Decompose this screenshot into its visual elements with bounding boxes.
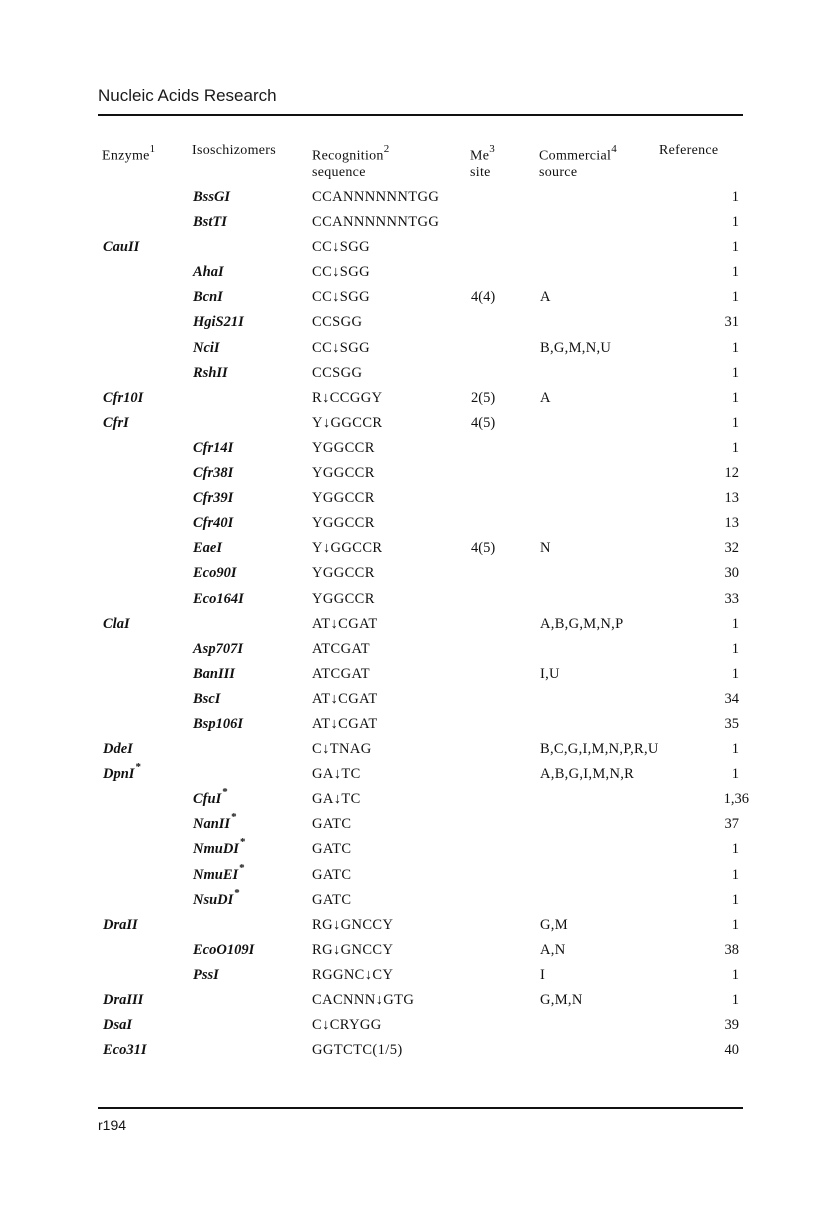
recognition-sequence-cell: GA↓TC — [312, 791, 361, 808]
table-row — [0, 1017, 816, 1042]
enzyme-cell: DpnI* — [103, 761, 141, 783]
table-row — [0, 967, 816, 992]
reference-cell: 1 — [731, 766, 739, 783]
table-row — [0, 415, 816, 440]
recognition-sequence-cell: CCSGG — [312, 364, 363, 381]
reference-cell: 37 — [724, 816, 739, 833]
table-row — [0, 264, 816, 289]
asterisk-note: * — [234, 886, 240, 899]
table-row — [0, 314, 816, 339]
commercial-source-cell: I,U — [540, 665, 560, 682]
table-row — [0, 616, 816, 641]
recognition-sequence-cell: AT↓CGAT — [312, 690, 378, 707]
top-rule — [98, 114, 743, 116]
table-row — [0, 465, 816, 490]
table-row — [0, 917, 816, 942]
reference-cell: 1 — [731, 615, 739, 632]
isoschizomer-cell: BanIII — [193, 665, 235, 682]
isoschizomer-cell: NmuEI* — [193, 861, 245, 883]
reference-cell: 1 — [731, 414, 739, 431]
recognition-sequence-cell: Y↓GGCCR — [312, 540, 383, 557]
table-row — [0, 239, 816, 264]
table-row — [0, 390, 816, 415]
table-row — [0, 515, 816, 540]
enzyme-cell: Eco31I — [103, 1042, 147, 1059]
reference-cell: 13 — [724, 490, 739, 507]
recognition-sequence-cell: CCANNNNNNTGG — [312, 214, 440, 231]
recognition-sequence-cell: CC↓SGG — [312, 289, 370, 306]
table-row — [0, 365, 816, 390]
reference-cell: 1 — [731, 364, 739, 381]
table-row — [0, 741, 816, 766]
table-row — [0, 886, 816, 917]
reference-cell: 40 — [724, 1042, 739, 1059]
me-site-cell: 4(5) — [471, 414, 496, 431]
isoschizomer-cell: AhaI — [193, 264, 224, 281]
isoschizomer-cell: EcoO109I — [193, 941, 255, 958]
table-row — [0, 992, 816, 1017]
table-row — [0, 786, 816, 816]
commercial-source-cell: G,M,N — [540, 992, 583, 1008]
recognition-sequence-cell: GATC — [312, 866, 352, 883]
recognition-sequence-cell: GATC — [312, 841, 352, 858]
isoschizomer-cell: BstTI — [193, 214, 227, 231]
reference-cell: 1 — [731, 239, 739, 256]
table-row — [0, 189, 816, 214]
recognition-sequence-cell: C↓CRYGG — [312, 1017, 382, 1034]
table-row — [0, 565, 816, 590]
isoschizomer-cell: HgiS21I — [193, 314, 244, 331]
isoschizomer-cell: NsuDI* — [193, 886, 240, 908]
reference-cell: 1 — [731, 966, 739, 983]
recognition-sequence-cell: YGGCCR — [312, 590, 375, 607]
reference-cell: 39 — [724, 1017, 739, 1034]
journal-title: Nucleic Acids Research — [98, 86, 277, 105]
table-row — [0, 641, 816, 666]
commercial-source-cell: B,G,M,N,U — [540, 339, 612, 356]
recognition-sequence-cell: ATCGAT — [312, 640, 370, 657]
header-enzyme: Enzyme$^1$ — [102, 143, 156, 164]
table-row — [0, 942, 816, 967]
me-site-cell: 4(4) — [471, 289, 496, 306]
enzyme-cell: ClaI — [103, 615, 130, 632]
enzyme-table-body — [0, 189, 816, 1067]
bottom-rule — [98, 1107, 743, 1109]
recognition-sequence-cell: GATC — [312, 891, 352, 908]
isoschizomer-cell: NciI — [193, 339, 220, 356]
isoschizomer-cell: Asp707I — [193, 640, 243, 657]
commercial-source-cell: A,B,G,I,M,N,R — [540, 766, 635, 783]
enzyme-cell: DsaI — [103, 1017, 133, 1034]
table-row — [0, 540, 816, 565]
table-row — [0, 289, 816, 314]
page-number: r194 — [98, 1117, 127, 1133]
isoschizomer-cell: Bsp106I — [193, 715, 243, 732]
commercial-source-cell: N — [540, 540, 551, 557]
table-row — [0, 1042, 816, 1067]
asterisk-note: * — [231, 811, 237, 824]
isoschizomer-cell: BcnI — [193, 289, 223, 306]
recognition-sequence-cell: YGGCCR — [312, 439, 375, 456]
table-row — [0, 836, 816, 866]
reference-cell: 1 — [731, 665, 739, 682]
header-me-site: Me$^3$ site — [470, 143, 496, 180]
table-row — [0, 861, 816, 892]
table-row — [0, 591, 816, 616]
reference-cell: 31 — [724, 314, 739, 331]
header-isoschizomers: Isoschizomers — [192, 143, 276, 158]
table-row — [0, 761, 816, 791]
recognition-sequence-cell: GA↓TC — [312, 766, 361, 783]
recognition-sequence-cell: CC↓SGG — [312, 239, 370, 256]
reference-cell: 1 — [731, 640, 739, 657]
reference-cell: 1 — [731, 916, 739, 933]
me-site-cell: 4(5) — [471, 540, 496, 557]
reference-cell: 1 — [731, 389, 739, 406]
recognition-sequence-cell: R↓CCGGY — [312, 389, 383, 406]
recognition-sequence-cell: ATCGAT — [312, 665, 370, 682]
reference-cell: 1 — [731, 264, 739, 281]
isoschizomer-cell: Cfr38I — [193, 465, 234, 482]
reference-cell: 1 — [731, 189, 739, 205]
reference-cell: 33 — [724, 590, 739, 607]
isoschizomer-cell: RshII — [193, 364, 228, 381]
reference-cell: 1 — [731, 289, 739, 306]
commercial-source-cell: A — [540, 289, 551, 306]
recognition-sequence-cell: YGGCCR — [312, 515, 375, 532]
isoschizomer-cell: Cfr40I — [193, 515, 234, 532]
me-site-cell: 2(5) — [471, 389, 496, 406]
commercial-source-cell: G,M — [540, 916, 568, 933]
enzyme-cell: CfrI — [103, 414, 129, 431]
enzyme-cell: Cfr10I — [103, 389, 144, 406]
table-row — [0, 490, 816, 515]
asterisk-note: * — [239, 861, 245, 874]
reference-cell: 1 — [731, 339, 739, 356]
recognition-sequence-cell: CCANNNNNNTGG — [312, 189, 440, 205]
recognition-sequence-cell: YGGCCR — [312, 490, 375, 507]
recognition-sequence-cell: C↓TNAG — [312, 741, 372, 758]
commercial-source-cell: A — [540, 389, 551, 406]
table-row — [0, 666, 816, 691]
reference-cell: 34 — [724, 690, 739, 707]
table-row — [0, 340, 816, 365]
recognition-sequence-cell: Y↓GGCCR — [312, 414, 383, 431]
recognition-sequence-cell: RG↓GNCCY — [312, 941, 394, 958]
reference-cell: 1 — [731, 992, 739, 1008]
enzyme-cell: CauII — [103, 239, 140, 256]
enzyme-cell: DraII — [103, 916, 138, 933]
reference-cell: 30 — [724, 565, 739, 582]
reference-cell: 13 — [724, 515, 739, 532]
recognition-sequence-cell: GGTCTC(1/5) — [312, 1042, 403, 1059]
reference-cell: 32 — [724, 540, 739, 557]
header-reference: Reference — [659, 143, 719, 158]
reference-cell: 1 — [731, 741, 739, 758]
table-row — [0, 691, 816, 716]
reference-cell: 1 — [731, 439, 739, 456]
reference-cell: 35 — [724, 715, 739, 732]
isoschizomer-cell: NanII* — [193, 811, 237, 833]
recognition-sequence-cell: RGGNC↓CY — [312, 966, 394, 983]
asterisk-note: * — [135, 761, 141, 774]
recognition-sequence-cell: GATC — [312, 816, 352, 833]
isoschizomer-cell: BscI — [193, 690, 221, 707]
recognition-sequence-cell: CCSGG — [312, 314, 363, 331]
reference-cell: 1 — [731, 841, 739, 858]
isoschizomer-cell: CfuI* — [193, 786, 228, 808]
isoschizomer-cell: BssGI — [193, 189, 231, 205]
isoschizomer-cell: PssI — [193, 966, 219, 983]
reference-cell: 12 — [724, 465, 739, 482]
recognition-sequence-cell: YGGCCR — [312, 565, 375, 582]
commercial-source-cell: A,N — [540, 941, 566, 958]
isoschizomer-cell: Cfr14I — [193, 439, 234, 456]
table-row — [0, 811, 816, 841]
header-commercial-source: Commercial$^4$ source — [539, 143, 618, 180]
recognition-sequence-cell: CC↓SGG — [312, 264, 370, 281]
table-row — [0, 214, 816, 239]
commercial-source-cell: I — [540, 966, 546, 983]
reference-cell: 38 — [724, 941, 739, 958]
recognition-sequence-cell: YGGCCR — [312, 465, 375, 482]
asterisk-note: * — [239, 836, 246, 849]
asterisk-note: * — [222, 786, 228, 799]
isoschizomer-cell: EaeI — [193, 540, 222, 557]
commercial-source-cell: B,C,G,I,M,N,P,R,U — [540, 741, 659, 758]
isoschizomer-cell: Eco164I — [193, 590, 244, 607]
isoschizomer-cell: Eco90I — [193, 565, 237, 582]
table-row — [0, 440, 816, 465]
enzyme-cell: DraIII — [103, 992, 144, 1008]
enzyme-cell: DdeI — [103, 741, 133, 758]
recognition-sequence-cell: CC↓SGG — [312, 339, 370, 356]
header-recognition-sequence: Recognition$^2$ sequence — [312, 143, 390, 180]
recognition-sequence-cell: RG↓GNCCY — [312, 916, 394, 933]
reference-cell: 1,36 — [723, 791, 749, 808]
commercial-source-cell: A,B,G,M,N,P — [540, 615, 624, 632]
recognition-sequence-cell: AT↓CGAT — [312, 715, 378, 732]
isoschizomer-cell: Cfr39I — [193, 490, 234, 507]
table-row — [0, 716, 816, 741]
reference-cell: 1 — [731, 866, 739, 883]
recognition-sequence-cell: CACNNN↓GTG — [312, 992, 415, 1008]
isoschizomer-cell: NmuDI* — [193, 836, 246, 858]
reference-cell: 1 — [731, 891, 739, 908]
reference-cell: 1 — [731, 214, 739, 231]
recognition-sequence-cell: AT↓CGAT — [312, 615, 378, 632]
